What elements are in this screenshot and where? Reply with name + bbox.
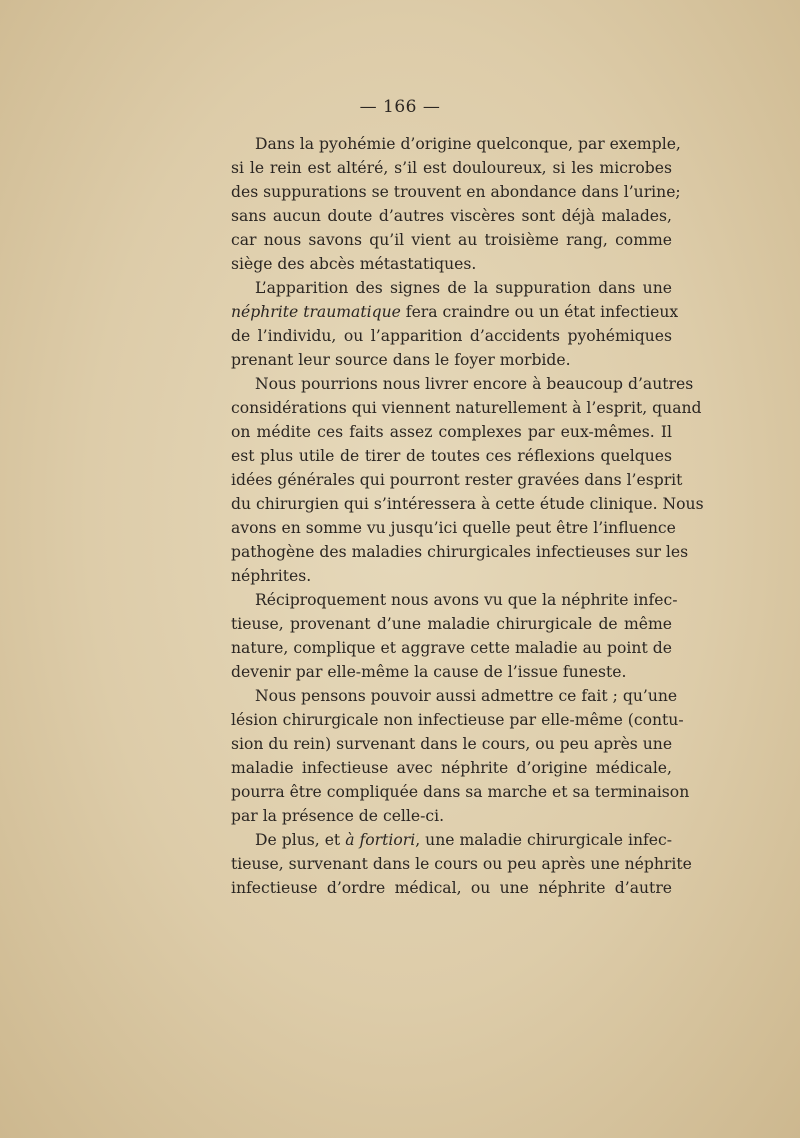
italic-phrase: à fortiori bbox=[345, 831, 416, 849]
line-rest: fera craindre ou un état infectieux bbox=[400, 303, 679, 321]
page-number: — 166 — bbox=[359, 97, 441, 117]
text-line: infectieuse d’ordre médical, ou une néphrite d’autre bbox=[231, 879, 672, 897]
text-line: avons en somme vu jusqu’ici quelle peut être l’influence bbox=[231, 519, 676, 537]
text-line: sans aucun doute d’autres viscères sont déjà malades, bbox=[231, 207, 672, 225]
text-line: Nous pourrions nous livrer encore à beaucoup d’autres bbox=[255, 375, 694, 393]
text-line bbox=[231, 300, 679, 324]
text-line: considérations qui viennent naturellement à l’esprit, quand bbox=[231, 399, 702, 417]
text-line: tieuse, provenant d’une maladie chirurgicale de même bbox=[231, 615, 672, 633]
text-line: tieuse, survenant dans le cours ou peu après une néphrite bbox=[231, 855, 692, 873]
text-line: idées générales qui pourront rester gravées dans l’esprit bbox=[231, 471, 683, 489]
text-line: Nous pensons pouvoir aussi admettre ce fait ; qu’une bbox=[255, 687, 678, 705]
text-line: pourra être compliquée dans sa marche et sa terminaison bbox=[231, 783, 690, 801]
text-line: lésion chirurgicale non infectieuse par elle-même (contu- bbox=[231, 711, 684, 729]
text-line: Dans la pyohémie d’origine quelconque, par exemple, bbox=[255, 135, 681, 153]
text-line: car nous savons qu’il vient au troisième rang, comme bbox=[231, 231, 672, 249]
text-line: est plus utile de tirer de toutes ces réflexions quelques bbox=[231, 447, 672, 465]
body-text bbox=[231, 132, 704, 900]
text-line: du chirurgien qui s’intéressera à cette étude clinique. Nous bbox=[231, 495, 704, 513]
line-lead: De plus, et bbox=[255, 831, 346, 849]
text-line: par la présence de celle-ci. bbox=[231, 807, 445, 825]
text-line: sion du rein) survenant dans le cours, ou peu après une bbox=[231, 735, 673, 753]
text-line bbox=[231, 828, 672, 852]
text-line: L’apparition des signes de la suppuration dans une bbox=[255, 279, 672, 297]
italic-phrase: néphrite traumatique bbox=[231, 303, 401, 321]
text-line: de l’individu, ou l’apparition d’accidents pyohémiques bbox=[231, 327, 672, 345]
text-line: siège des abcès métastatiques. bbox=[231, 255, 477, 273]
text-line: Réciproquement nous avons vu que la néphrite infec- bbox=[255, 591, 678, 609]
text-line: nature, complique et aggrave cette maladie au point de bbox=[231, 639, 672, 657]
text-line: des suppurations se trouvent en abondance dans l’urine; bbox=[231, 183, 681, 201]
text-line: prenant leur source dans le foyer morbide. bbox=[231, 351, 571, 369]
text-line: devenir par elle-même la cause de l’issue funeste. bbox=[231, 663, 627, 681]
text-line: on médite ces faits assez complexes par eux-mêmes. Il bbox=[231, 423, 672, 441]
text-line: néphrites. bbox=[231, 567, 312, 585]
text-line: si le rein est altéré, s’il est douloureux, si les microbes bbox=[231, 159, 672, 177]
text-line: maladie infectieuse avec néphrite d’origine médicale, bbox=[231, 759, 672, 777]
line-rest: , une maladie chirurgicale infec- bbox=[415, 831, 672, 849]
text-line: pathogène des maladies chirurgicales infectieuses sur les bbox=[231, 543, 689, 561]
